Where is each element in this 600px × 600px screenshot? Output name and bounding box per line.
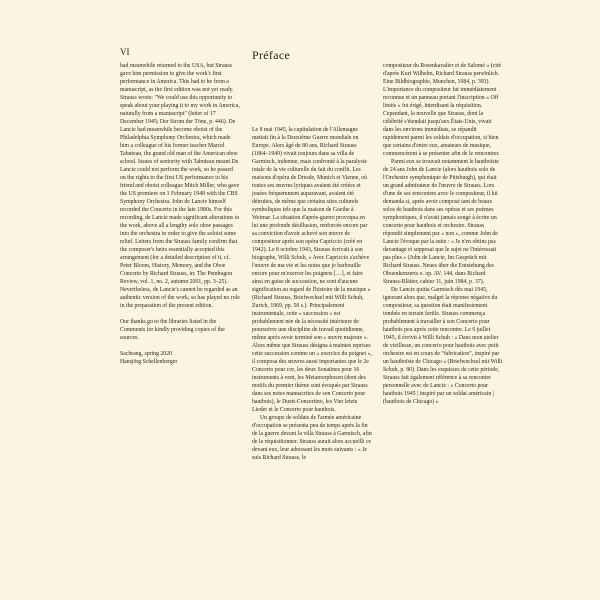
paragraph: Un groupe de soldats de l'armée américaine d'occupation se présenta peu de temps après la fin de la guerre devant la villa Strauss à Garmisch, afin de la réquisitionner. Strauss aurait alors accueilli ce devant eux, leur adressant les mots suivants : « Je suis Richard Strauss, le	[252, 415, 372, 461]
paragraph: De Lancie quitta Garmisch dès mai 1945, ignorant alors que, malgré la réponse négative du compositeur, sa question était manifestement tombée en terrain fertile. Strauss commença probablement à travailler à son Concerto pour hautbois peu après cette rencontre. Le 6 juillet 1945, il écrivit à Willi Schuh : « Dans mon atelier de vieillesse, un concerto pour hautbois avec petit orchestre est en cours de “fabrication”, inspiré par un hautboïste de Chicago » (Briefwechsel mit Willi Schuh, p. 80). Dans les esquisses de cette période, Strauss fait également référence à sa rencontre personnelle avec de Lancie : « Concerto pour hautbois 1945 | inspiré par un soldat américain | (hautbois de Chicago) »	[383, 287, 503, 405]
page-title: Préface	[252, 48, 291, 62]
paragraph: Our thanks go to the libraries listed in the Comments for kindly providing copies of the sources.	[120, 319, 225, 341]
column-english	[120, 62, 240, 366]
column-french-1	[252, 126, 372, 462]
paragraph: Parmi eux se trouvait notamment le hautboïste de 24 ans John de Lancie (alors hautbois solo de l'Orchestre symphonique de Pittsburgh), qui était un grand admirateur de l'œuvre de Strauss. Lors d'une de ses rencontres avec le compositeur, il lui demanda si, après avoir composé tant de beaux solos de hautbois dans ses opéras et ses poèmes symphoniques, il n'avait jamais songé à écrire un concerto pour hautbois et orchestre. Strauss répondit simplement par « non », comme John de Lancie l'évoque par la suite : « Je n'en obtins pas davantage et supposai que le sujet ne l'intéressait pas plus » (John de Lancie, Im Gespräch mit Richard Strauss. Neues über die Entstehung des Oboenkonzerts o. op. AV. 144, dans Richard Strauss-Blätter, cahier 11, juin 1984, p. 37).	[383, 159, 499, 285]
paragraph: Le 8 mai 1945, la capitulation de l'Allemagne mettait fin à la Deuxième Guerre mondiale en Europe. Alors âgé de 80 ans, Richard Strauss (1864–1949) vivait toujours dans sa villa de Garmisch, indemne, mais confronté à la paralysie totale de la vie culturelle du fait du conflit. Les maisons d'opéra de Dresde, Munich et Vienne, où toutes ses œuvres lyriques avaient été créées et jouées fréquemment auparavant, avaient été détruites, de même que certains sites culturels symboliques tels que la maison de Goethe à Weimar. La situation d'après-guerre provoqua en lui une profonde désillusion, renforcée encore par sa conviction d'avoir achevé son œuvre de compositeur après son opéra Capriccio (créé en 1942). Le 8 octobre 1943, Strauss écrivait à son biographe, Willi Schuh, « Avec Capriccio s'achève l'œuvre de ma vie et les notes que je barbouille encore pour m'exercer les poignets […], et faire ainsi en guise de succession, ne sont d'aucune signification au regard de l'histoire de la musique » (Richard Strauss, Briefwechsel mit Willi Schuh, Zurich, 1969, pp. 50 s.). Principalement instrumentale, cette « succession » est probablement née de la nécessité intérieure de poursuivre une discipline de travail quotidienne, même après avoir terminé son « œuvre majeure ». Alors même que Strauss désigna à maintes reprises cette succession comme un « exercice du poignet », il composa des œuvres aussi importantes que le 2e Concerto pour cor, les deux Sonatines pour 16 instruments à vent, les Metamorphosen (dont des motifs du premier thème sont évoqués par Strauss dans ses notes manuscrites de son Concerto pour hautbois), le Duett-Concertino, les Vier letzte Lieder et le Concerto pour hautbois.	[252, 127, 372, 413]
page-number: VI	[120, 47, 130, 57]
column-french-2	[383, 62, 503, 406]
signature-author: Hansjörg Schellenberger	[120, 359, 178, 365]
paragraph: compositeur du Rosenkavalier et de Salomé » (cité d'après Kurt Wilhelm, Richard Strauss persönlich. Eine Bildbiographie, Munchen, 1984, p. 393). L'importance du compositeur fut immédiatement reconnue et un panneau portant l'inscription « Off limits » fut érigé, interdisant la réquisition. Cependant, la nouvelle que Strauss, dont la célébrité s'étendait jusqu'aux États-Unis, vivait dans les environs immédiats, se répandit rapidement parmi les soldats d'occupation, si bien que certains d'entre eux, amateurs de musique, commencèrent à se présenter afin de le rencontrer.	[383, 63, 501, 157]
paragraph: had meanwhile returned to the USA, but Strauss gave him permission to give the work's first performance in America. This had to be from a manuscript, as the first edition was not yet ready. Strauss wrote: "We could use this opportunity to speak about your playing it to my work in America, naturally from a manuscript" (letter of 17 December 1945; Der Strom der Töne, p. 446). De Lancie had meanwhile become oboist of the Philadelphia Symphony Orchestra, which made him a colleague of his former teacher Marcel Tabuteau, the grand old man of the American oboe school. Issues of seniority with Tabuteau meant De Lancie could not perform the work, so he passed on the rights to the first US performance to his friend and oboist colleague Mitch Miller, who gave the US premiere on 1 February 1948 with the CBS Symphony Orchestra. John de Lancie himself recorded the Concerto in the late 1980s. For this recording, de Lancie made significant alterations to the work, above all a lengthy solo oboe passages into the orchestra in order to give the soloist some relief. Letters from the Strauss family confirm that the composer's heirs essentially accepted this arrangement (for a detailed description of it, cf. Peter Bloom, History, Memory, and the Oboe Concerto by Richard Strauss, in: The Pendragon Review, vol. 1, no. 2, autumn 2001, pp. 3–25). Nevertheless, de Lancie's cannot be regarded as an authentic version of the work, so has played no role in the preparation of the present edition.	[120, 63, 240, 309]
signature-place-date: Sachrang, spring 2020	[120, 351, 173, 357]
